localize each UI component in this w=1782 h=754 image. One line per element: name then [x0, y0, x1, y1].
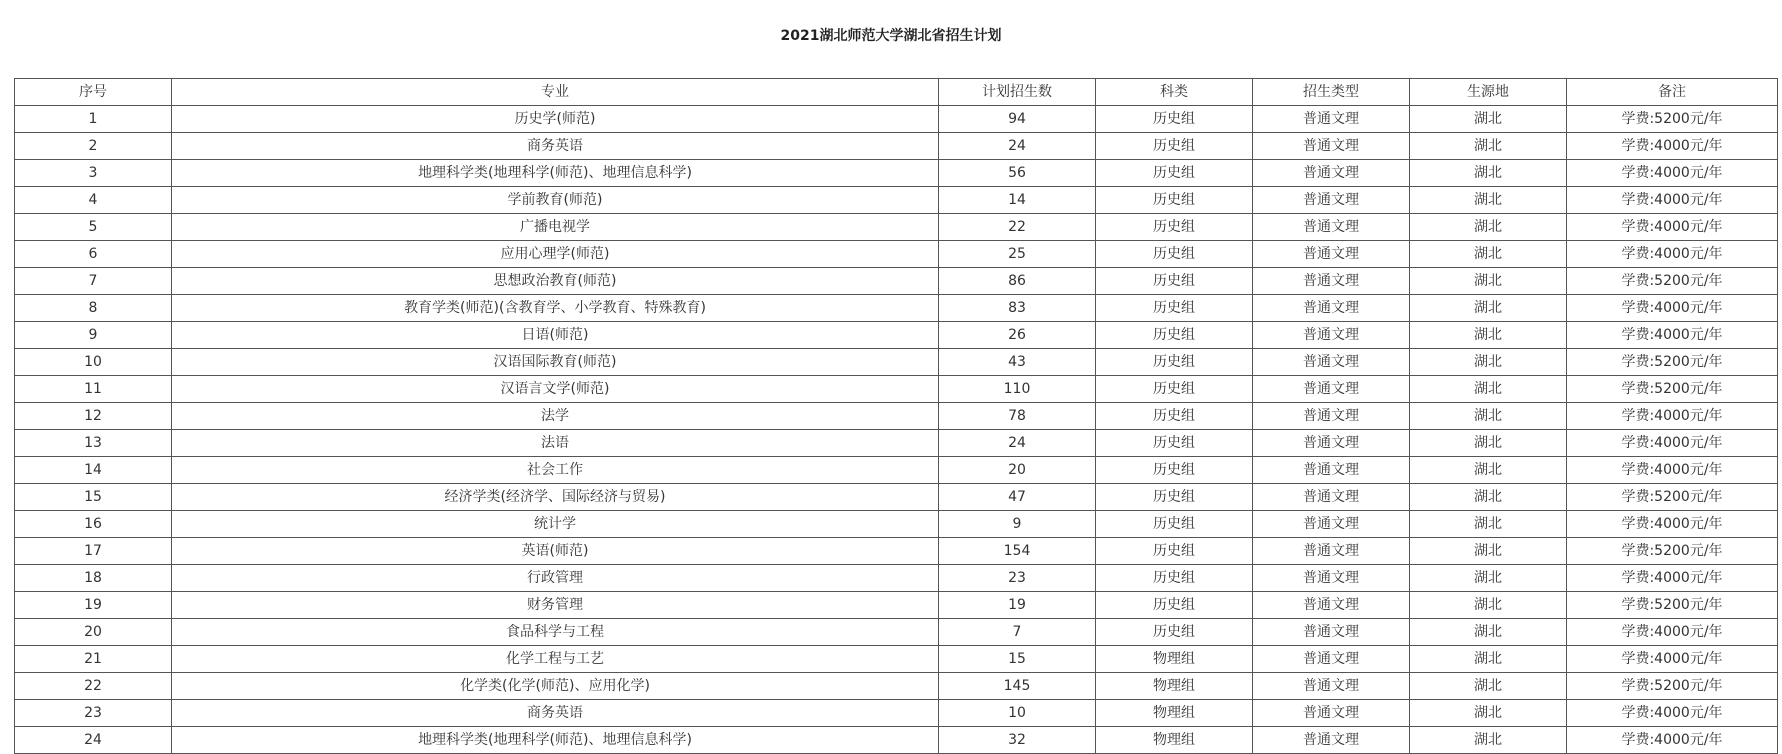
cell-subject-group: 历史组: [1096, 565, 1253, 592]
cell-origin: 湖北: [1410, 484, 1567, 511]
cell-subject-group: 历史组: [1096, 241, 1253, 268]
cell-notes: 学费:5200元/年: [1567, 673, 1778, 700]
cell-origin: 湖北: [1410, 214, 1567, 241]
table-row: [15, 430, 1778, 457]
table-row: [15, 646, 1778, 673]
cell-major: 汉语国际教育(师范): [172, 349, 939, 376]
cell-notes: 学费:4000元/年: [1567, 646, 1778, 673]
cell-origin: 湖北: [1410, 646, 1567, 673]
cell-subject-group: 物理组: [1096, 646, 1253, 673]
cell-admission-type: 普通文理: [1253, 241, 1410, 268]
cell-planned-count: 145: [939, 673, 1096, 700]
cell-index: 11: [15, 376, 172, 403]
cell-admission-type: 普通文理: [1253, 457, 1410, 484]
table-row: [15, 403, 1778, 430]
cell-notes: 学费:4000元/年: [1567, 619, 1778, 646]
cell-index: 20: [15, 619, 172, 646]
cell-admission-type: 普通文理: [1253, 349, 1410, 376]
cell-origin: 湖北: [1410, 565, 1567, 592]
cell-origin: 湖北: [1410, 349, 1567, 376]
cell-origin: 湖北: [1410, 160, 1567, 187]
cell-notes: 学费:4000元/年: [1567, 214, 1778, 241]
cell-admission-type: 普通文理: [1253, 214, 1410, 241]
cell-major: 食品科学与工程: [172, 619, 939, 646]
cell-origin: 湖北: [1410, 430, 1567, 457]
table-row: [15, 457, 1778, 484]
cell-subject-group: 物理组: [1096, 673, 1253, 700]
cell-major: 统计学: [172, 511, 939, 538]
cell-origin: 湖北: [1410, 376, 1567, 403]
cell-admission-type: 普通文理: [1253, 700, 1410, 727]
table-row: [15, 106, 1778, 133]
cell-planned-count: 110: [939, 376, 1096, 403]
cell-subject-group: 历史组: [1096, 268, 1253, 295]
cell-index: 23: [15, 700, 172, 727]
cell-origin: 湖北: [1410, 241, 1567, 268]
cell-planned-count: 43: [939, 349, 1096, 376]
cell-major: 学前教育(师范): [172, 187, 939, 214]
cell-planned-count: 22: [939, 214, 1096, 241]
cell-index: 5: [15, 214, 172, 241]
cell-subject-group: 历史组: [1096, 619, 1253, 646]
cell-notes: 学费:4000元/年: [1567, 241, 1778, 268]
cell-major: 广播电视学: [172, 214, 939, 241]
cell-notes: 学费:5200元/年: [1567, 376, 1778, 403]
cell-major: 社会工作: [172, 457, 939, 484]
table-row: [15, 322, 1778, 349]
cell-planned-count: 14: [939, 187, 1096, 214]
cell-admission-type: 普通文理: [1253, 187, 1410, 214]
table-row: [15, 214, 1778, 241]
cell-admission-type: 普通文理: [1253, 592, 1410, 619]
cell-planned-count: 7: [939, 619, 1096, 646]
cell-origin: 湖北: [1410, 592, 1567, 619]
cell-planned-count: 23: [939, 565, 1096, 592]
cell-index: 10: [15, 349, 172, 376]
table-row: [15, 592, 1778, 619]
cell-major: 地理科学类(地理科学(师范)、地理信息科学): [172, 727, 939, 754]
header-notes: 备注: [1567, 79, 1778, 106]
table-row: [15, 268, 1778, 295]
cell-notes: 学费:4000元/年: [1567, 511, 1778, 538]
cell-subject-group: 历史组: [1096, 214, 1253, 241]
cell-index: 24: [15, 727, 172, 754]
table-header: [15, 79, 1778, 106]
table-row: [15, 187, 1778, 214]
cell-subject-group: 历史组: [1096, 457, 1253, 484]
cell-index: 18: [15, 565, 172, 592]
cell-major: 日语(师范): [172, 322, 939, 349]
table-row: [15, 619, 1778, 646]
cell-notes: 学费:4000元/年: [1567, 457, 1778, 484]
cell-admission-type: 普通文理: [1253, 646, 1410, 673]
table-row: [15, 484, 1778, 511]
cell-admission-type: 普通文理: [1253, 673, 1410, 700]
cell-admission-type: 普通文理: [1253, 322, 1410, 349]
table-row: [15, 565, 1778, 592]
cell-notes: 学费:4000元/年: [1567, 133, 1778, 160]
cell-index: 12: [15, 403, 172, 430]
cell-major: 应用心理学(师范): [172, 241, 939, 268]
cell-planned-count: 47: [939, 484, 1096, 511]
cell-notes: 学费:5200元/年: [1567, 592, 1778, 619]
cell-subject-group: 历史组: [1096, 322, 1253, 349]
admission-plan-table: [14, 78, 1778, 754]
header-admission-type: 招生类型: [1253, 79, 1410, 106]
cell-planned-count: 78: [939, 403, 1096, 430]
cell-major: 法语: [172, 430, 939, 457]
cell-major: 化学工程与工艺: [172, 646, 939, 673]
cell-index: 8: [15, 295, 172, 322]
table-body: [15, 106, 1778, 754]
cell-planned-count: 25: [939, 241, 1096, 268]
cell-subject-group: 物理组: [1096, 700, 1253, 727]
cell-admission-type: 普通文理: [1253, 430, 1410, 457]
cell-origin: 湖北: [1410, 403, 1567, 430]
table-row: [15, 349, 1778, 376]
table-row: [15, 241, 1778, 268]
cell-index: 13: [15, 430, 172, 457]
cell-index: 21: [15, 646, 172, 673]
cell-major: 历史学(师范): [172, 106, 939, 133]
cell-origin: 湖北: [1410, 322, 1567, 349]
cell-origin: 湖北: [1410, 133, 1567, 160]
cell-planned-count: 24: [939, 430, 1096, 457]
cell-index: 1: [15, 106, 172, 133]
cell-planned-count: 56: [939, 160, 1096, 187]
cell-admission-type: 普通文理: [1253, 160, 1410, 187]
cell-subject-group: 历史组: [1096, 160, 1253, 187]
cell-planned-count: 83: [939, 295, 1096, 322]
cell-index: 3: [15, 160, 172, 187]
cell-notes: 学费:4000元/年: [1567, 700, 1778, 727]
cell-index: 19: [15, 592, 172, 619]
cell-origin: 湖北: [1410, 700, 1567, 727]
cell-admission-type: 普通文理: [1253, 268, 1410, 295]
cell-major: 思想政治教育(师范): [172, 268, 939, 295]
cell-notes: 学费:4000元/年: [1567, 295, 1778, 322]
cell-origin: 湖北: [1410, 673, 1567, 700]
cell-subject-group: 历史组: [1096, 511, 1253, 538]
cell-subject-group: 历史组: [1096, 430, 1253, 457]
cell-major: 商务英语: [172, 133, 939, 160]
cell-planned-count: 32: [939, 727, 1096, 754]
cell-subject-group: 历史组: [1096, 592, 1253, 619]
cell-admission-type: 普通文理: [1253, 538, 1410, 565]
page-title: 2021湖北师范大学湖北省招生计划: [780, 28, 1002, 44]
cell-origin: 湖北: [1410, 538, 1567, 565]
cell-notes: 学费:5200元/年: [1567, 106, 1778, 133]
cell-origin: 湖北: [1410, 457, 1567, 484]
cell-admission-type: 普通文理: [1253, 727, 1410, 754]
cell-planned-count: 20: [939, 457, 1096, 484]
cell-index: 4: [15, 187, 172, 214]
table-row: [15, 727, 1778, 754]
cell-origin: 湖北: [1410, 187, 1567, 214]
cell-notes: 学费:4000元/年: [1567, 187, 1778, 214]
cell-planned-count: 154: [939, 538, 1096, 565]
cell-notes: 学费:5200元/年: [1567, 484, 1778, 511]
cell-planned-count: 86: [939, 268, 1096, 295]
cell-origin: 湖北: [1410, 511, 1567, 538]
table-row: [15, 673, 1778, 700]
cell-major: 汉语言文学(师范): [172, 376, 939, 403]
cell-origin: 湖北: [1410, 268, 1567, 295]
cell-subject-group: 历史组: [1096, 106, 1253, 133]
cell-planned-count: 15: [939, 646, 1096, 673]
cell-major: 英语(师范): [172, 538, 939, 565]
cell-admission-type: 普通文理: [1253, 511, 1410, 538]
cell-index: 22: [15, 673, 172, 700]
cell-notes: 学费:4000元/年: [1567, 160, 1778, 187]
cell-notes: 学费:4000元/年: [1567, 403, 1778, 430]
cell-major: 教育学类(师范)(含教育学、小学教育、特殊教育): [172, 295, 939, 322]
header-index: 序号: [15, 79, 172, 106]
cell-major: 财务管理: [172, 592, 939, 619]
cell-major: 地理科学类(地理科学(师范)、地理信息科学): [172, 160, 939, 187]
cell-subject-group: 历史组: [1096, 403, 1253, 430]
table-row: [15, 295, 1778, 322]
cell-index: 9: [15, 322, 172, 349]
table-row: [15, 511, 1778, 538]
table-row: [15, 160, 1778, 187]
cell-subject-group: 历史组: [1096, 376, 1253, 403]
header-origin: 生源地: [1410, 79, 1567, 106]
cell-major: 商务英语: [172, 700, 939, 727]
cell-index: 2: [15, 133, 172, 160]
cell-admission-type: 普通文理: [1253, 106, 1410, 133]
cell-admission-type: 普通文理: [1253, 565, 1410, 592]
cell-admission-type: 普通文理: [1253, 619, 1410, 646]
cell-index: 15: [15, 484, 172, 511]
cell-index: 14: [15, 457, 172, 484]
cell-admission-type: 普通文理: [1253, 403, 1410, 430]
cell-notes: 学费:5200元/年: [1567, 268, 1778, 295]
cell-planned-count: 9: [939, 511, 1096, 538]
cell-origin: 湖北: [1410, 727, 1567, 754]
cell-planned-count: 19: [939, 592, 1096, 619]
cell-major: 法学: [172, 403, 939, 430]
cell-subject-group: 历史组: [1096, 295, 1253, 322]
cell-admission-type: 普通文理: [1253, 484, 1410, 511]
cell-subject-group: 历史组: [1096, 484, 1253, 511]
cell-notes: 学费:5200元/年: [1567, 349, 1778, 376]
cell-planned-count: 26: [939, 322, 1096, 349]
cell-notes: 学费:4000元/年: [1567, 727, 1778, 754]
cell-index: 6: [15, 241, 172, 268]
cell-index: 16: [15, 511, 172, 538]
cell-subject-group: 历史组: [1096, 538, 1253, 565]
table-row: [15, 538, 1778, 565]
table-row: [15, 133, 1778, 160]
cell-origin: 湖北: [1410, 106, 1567, 133]
cell-planned-count: 10: [939, 700, 1096, 727]
header-major: 专业: [172, 79, 939, 106]
cell-origin: 湖北: [1410, 619, 1567, 646]
cell-subject-group: 历史组: [1096, 133, 1253, 160]
cell-subject-group: 物理组: [1096, 727, 1253, 754]
cell-notes: 学费:5200元/年: [1567, 538, 1778, 565]
header-row: [15, 79, 1778, 106]
cell-index: 17: [15, 538, 172, 565]
cell-subject-group: 历史组: [1096, 349, 1253, 376]
table-row: [15, 700, 1778, 727]
cell-notes: 学费:4000元/年: [1567, 565, 1778, 592]
cell-notes: 学费:4000元/年: [1567, 322, 1778, 349]
cell-planned-count: 94: [939, 106, 1096, 133]
cell-index: 7: [15, 268, 172, 295]
table-row: [15, 376, 1778, 403]
cell-subject-group: 历史组: [1096, 187, 1253, 214]
cell-major: 化学类(化学(师范)、应用化学): [172, 673, 939, 700]
header-subject-group: 科类: [1096, 79, 1253, 106]
cell-admission-type: 普通文理: [1253, 376, 1410, 403]
cell-major: 行政管理: [172, 565, 939, 592]
cell-notes: 学费:4000元/年: [1567, 430, 1778, 457]
cell-planned-count: 24: [939, 133, 1096, 160]
cell-major: 经济学类(经济学、国际经济与贸易): [172, 484, 939, 511]
cell-admission-type: 普通文理: [1253, 133, 1410, 160]
header-planned-count: 计划招生数: [939, 79, 1096, 106]
cell-origin: 湖北: [1410, 295, 1567, 322]
cell-admission-type: 普通文理: [1253, 295, 1410, 322]
